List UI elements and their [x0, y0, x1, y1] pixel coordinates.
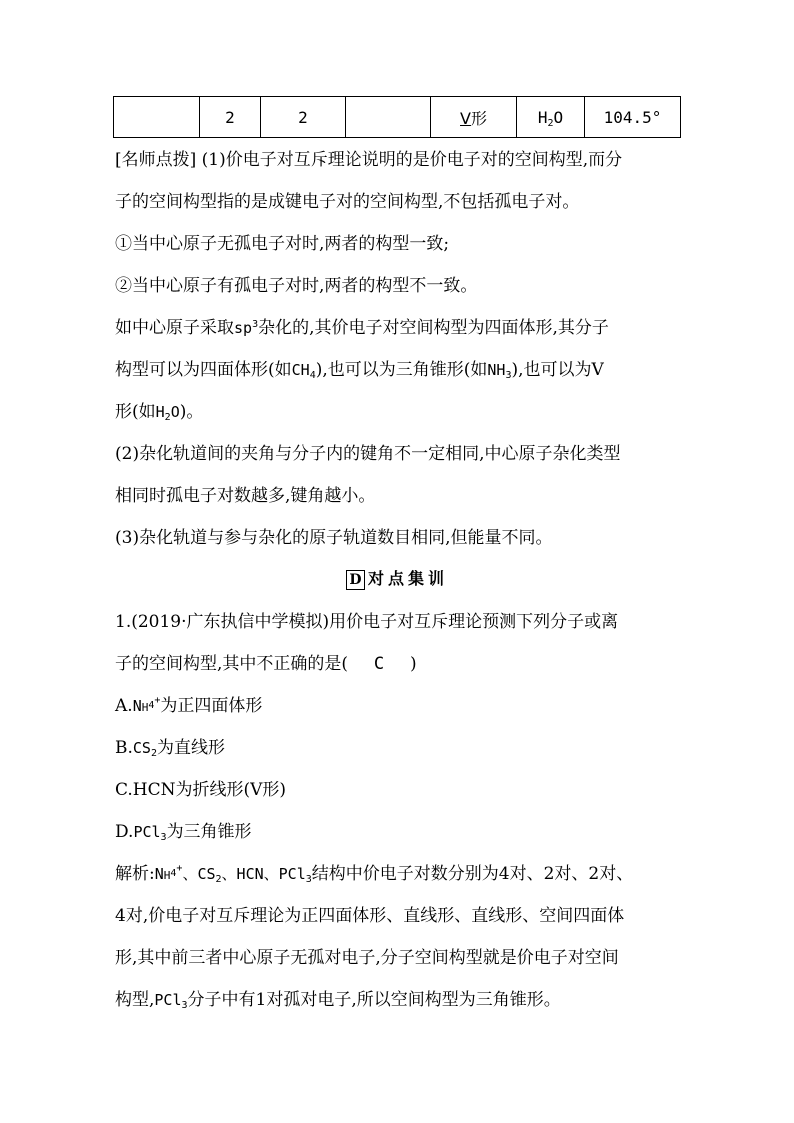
section-d-icon: D [346, 570, 365, 590]
table-cell-shape: V形 [431, 97, 517, 138]
tip-example-line-2: 构型可以为四面体形(如$CH_4$),也可以为三角锥形(如$NH_3$),也可以为V [115, 360, 604, 381]
question-line-1: 1.(2019·广东执信中学模拟)用价电子对互斥理论预测下列分子或离 [115, 612, 619, 632]
tip-point-2-line-1: (2)杂化轨道间的夹角与分子内的键角不一定相同,中心原子杂化类型 [115, 444, 621, 464]
option-d: D.PCl$_3$为三角锥形 [115, 822, 252, 843]
tip-example-line-1: 如中心原子采取$sp^3$杂化的,其价电子对空间构型为四面体形,其分子 [115, 318, 609, 338]
tip-line-1: [名师点拨] (1)价电子对互斥理论说明的是价电子对的空间构型,而分 [115, 150, 623, 170]
table-cell [114, 97, 200, 138]
molecule-table-row [113, 96, 681, 138]
section-title: 对点集训 [367, 569, 448, 588]
tip-point-2-line-2: 相同时孤电子对数越多,键角越小。 [115, 486, 376, 506]
table-cell: 2 [261, 97, 346, 138]
option-c: C.HCN为折线形(V形) [115, 780, 287, 800]
tip-line-2: 子的空间构型指的是成键电子对的空间构型,不包括孤电子对。 [115, 192, 580, 212]
answer-text: C [373, 654, 385, 674]
option-b: $B.CS_2$为直线形 [115, 738, 225, 759]
analysis-line-1: 解析$:NH_4^+$、$CS_2$、HCN、PCl$_3$结构中价电子对数分别为4对、2对、2对、 [115, 863, 634, 885]
question-line-2: 子的空间构型,其中不正确的是( C ) [115, 654, 417, 674]
tip-example-line-3: 形(如$H_2O$)。 [115, 402, 204, 423]
table-cell [346, 97, 431, 138]
table-cell-formula: $H_2O$ [517, 97, 585, 138]
section-heading [0, 566, 794, 590]
tip-item-2: ②当中心原子有孤电子对时,两者的构型不一致。 [115, 276, 478, 296]
analysis-line-2: 4对,价电子对互斥理论为正四面体形、直线形、直线形、空间四面体 [115, 906, 625, 926]
option-a: $A.NH_4^+$为正四面体形 [115, 695, 263, 716]
analysis-line-3: 形,其中前三者中心原子无孤对电子,分子空间构型就是价电子对空间 [115, 948, 619, 968]
tip-item-1: ①当中心原子无孤电子对时,两者的构型一致; [115, 234, 450, 254]
table-cell: 104.5° [585, 97, 681, 138]
table-cell: 2 [200, 97, 261, 138]
tip-point-3: (3)杂化轨道与参与杂化的原子轨道数目相同,但能量不同。 [115, 528, 553, 548]
analysis-line-4: 构型,PCl$_3$分子中有1对孤对电子,所以空间构型为三角锥形。 [115, 990, 561, 1011]
